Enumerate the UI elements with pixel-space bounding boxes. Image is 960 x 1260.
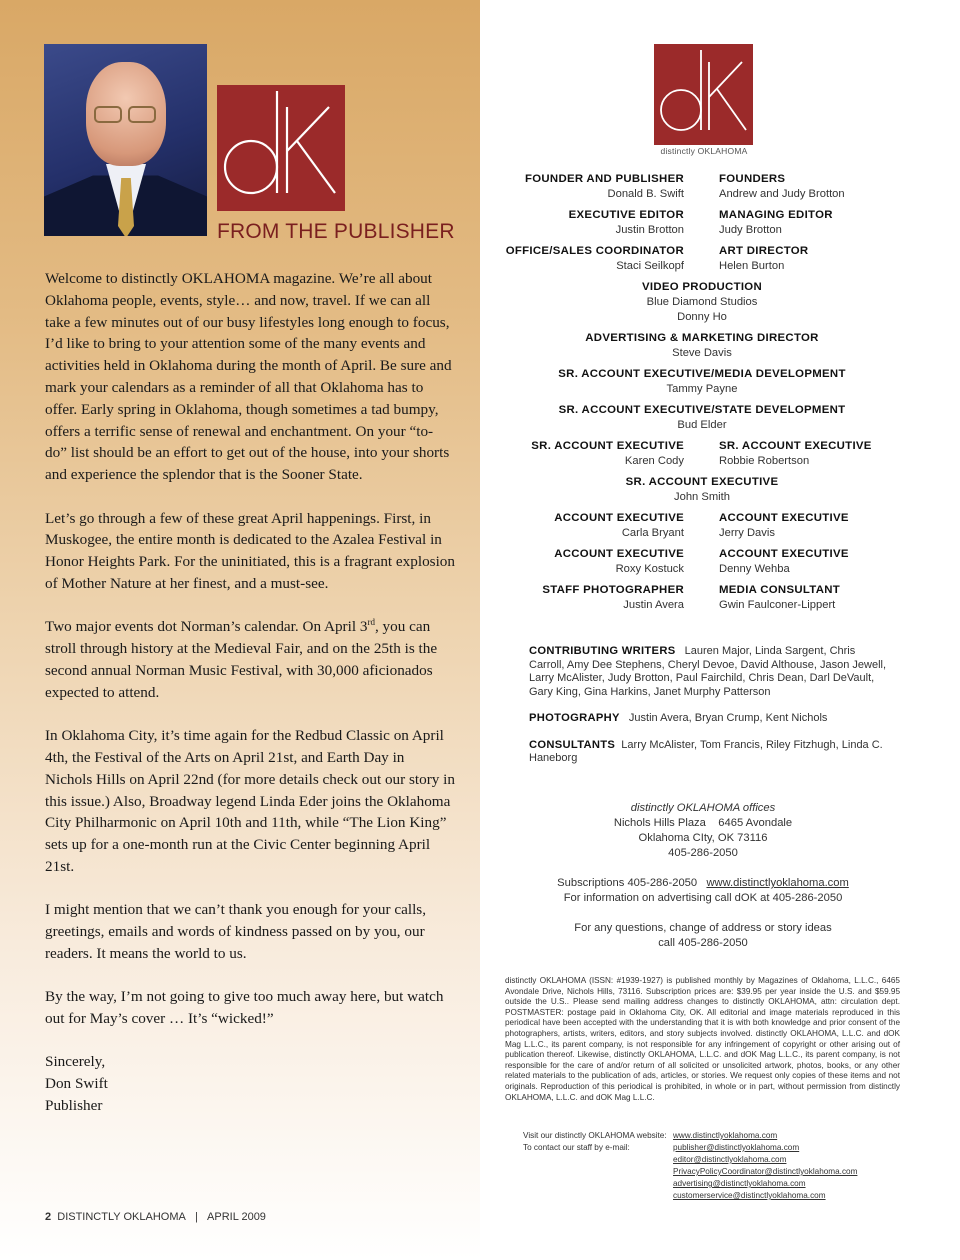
masthead-center-block: [480, 331, 924, 361]
section-title: FROM THE PUBLISHER: [217, 220, 455, 243]
email-link[interactable]: editor@distinctlyoklahoma.com: [673, 1155, 787, 1164]
questions-line: For any questions, change of address or story ideas: [574, 922, 832, 934]
masthead: [480, 172, 960, 619]
masthead-name: Donny Ho: [677, 311, 727, 323]
masthead-title: FOUNDERS: [719, 173, 786, 185]
masthead-title: FOUNDER AND PUBLISHER: [524, 173, 684, 185]
letter-paragraph: Welcome to distinctly OKLAHOMA magazine. We’re all about Oklahoma people, events, style… and now, travel. If we can all take a few minutes out of our busy lifestyles long enough to focus, I’d like to bring to your attention some of the many events and activities held in Oklahoma during the month of April. Be sure and mark your calendars as a reminder of all that Oklahoma has to offer. Early spring in Oklahoma, though sometimes a tad bumpy, offers a terrific sense of renewal and enchantment. On your “to-do” list should be an effort to get out of the house, into your shorts and experience the splendor that is the Sooner State.: [45, 270, 452, 484]
credit-consultants: [529, 739, 889, 766]
contact-label: Visit our distinctly OKLAHOMA website:: [523, 1131, 667, 1140]
email-link[interactable]: advertising@distinctlyoklahoma.com: [673, 1179, 806, 1188]
letter-superscript: rd: [367, 617, 375, 628]
masthead-title: MANAGING EDITOR: [719, 209, 833, 221]
questions-phone: call 405-286-2050: [658, 937, 748, 949]
footer-separator: |: [194, 1211, 198, 1223]
letter-paragraph: [45, 616, 455, 703]
closing: Sincerely,: [45, 1053, 106, 1071]
masthead-row: [480, 547, 960, 577]
credit-title: CONTRIBUTING WRITERS: [529, 645, 676, 657]
masthead-title: OFFICE/SALES COORDINATOR: [505, 245, 684, 257]
masthead-title: EXECUTIVE EDITOR: [568, 209, 684, 221]
credit-photography: [529, 712, 889, 726]
contact-label: To contact our staff by e-mail:: [523, 1143, 630, 1152]
masthead-name: Gwin Faulconer-Lippert: [719, 599, 836, 611]
signature-title: Publisher: [45, 1097, 103, 1115]
masthead-name: Judy Brotton: [719, 224, 782, 236]
signature-name: Don Swift: [45, 1075, 108, 1093]
photo-glasses: [94, 106, 156, 120]
legal-notice: distinctly OKLAHOMA (ISSN: #1939-1927) is published monthly by Magazines of Oklahoma, L.L.C., 6465 Avondale Drive, Nichols Hills, 73116. Subscription prices are: $39.95 per year inside the U.S. and $59.95 outside the U.S.. Please send mailing address changes to distinctly OKLAHOMA, attn: circulation dept. POSTMASTER: postage paid in Oklahoma City, OK. All editorial and image materials reproduced in this periodical have been accepted with the understanding that it is with both knowledge and prior consent of the photographers, artists, writers, editors, and story subjects involved. distinctly OKLAHOMA, L.L.C. and dOK Mag L.L.C., its parent company, is not responsible for any infringement of copyright or other arising out of publication thereof. Likewise, distinctly OKLAHOMA, L.L.C. and dOK Mag L.L.C., its parent company, is not responsible for the care of and/or return of all solicited or unsolicited artwork, photos, books, or any other related materials to the publication of ads, articles, or stories. We request only copies of these items and not originals. Reproduction of this periodical is prohibited, in whole or in part, without permission from distinctly OKLAHOMA, L.L.C. and dOK Mag L.L.C.: [505, 976, 900, 1102]
masthead-title: SR. ACCOUNT EXECUTIVE: [625, 476, 779, 488]
masthead-name: Donald B. Swift: [607, 188, 684, 200]
masthead-name: Justin Avera: [623, 599, 684, 611]
email-link[interactable]: PrivacyPolicyCoordinator@distinctlyoklahoma.com: [673, 1167, 858, 1176]
contact-row: [523, 1130, 857, 1142]
masthead-title: ACCOUNT EXECUTIVE: [554, 512, 684, 524]
website-link[interactable]: www.distinctlyoklahoma.com: [673, 1131, 778, 1140]
offices-heading: distinctly OKLAHOMA offices: [630, 802, 776, 814]
offices-info: [480, 801, 926, 951]
ok-logo-masthead: [654, 44, 753, 145]
masthead-center-block: [480, 367, 924, 397]
email-link[interactable]: publisher@distinctlyoklahoma.com: [673, 1143, 800, 1152]
credit-names: Larry McAlister, Tom Francis, Riley Fitzhugh, Linda C. Haneborg: [529, 738, 883, 764]
masthead-name: Bud Elder: [677, 419, 727, 431]
masthead-title: ACCOUNT EXECUTIVE: [554, 548, 684, 560]
footer-issue: APRIL 2009: [207, 1211, 266, 1223]
masthead-title: SR. ACCOUNT EXECUTIVE: [531, 440, 684, 452]
masthead-row: [480, 208, 960, 238]
masthead-name: Denny Wehba: [719, 563, 790, 575]
masthead-row: [480, 244, 960, 274]
credit-writers: [529, 645, 889, 699]
page-number: 2: [45, 1211, 52, 1223]
masthead-name: John Smith: [674, 491, 730, 503]
contact-row: [523, 1154, 857, 1166]
offices-city: Oklahoma CIty, OK 73116: [638, 832, 768, 844]
masthead-title: SR. ACCOUNT EXECUTIVE/STATE DEVELOPMENT: [558, 404, 846, 416]
masthead-row: [480, 583, 960, 613]
masthead-title: ADVERTISING & MARKETING DIRECTOR: [585, 332, 819, 344]
publisher-letter: [45, 268, 455, 1117]
masthead-title: VIDEO PRODUCTION: [642, 281, 762, 293]
masthead-row: [480, 439, 960, 469]
masthead-title: ACCOUNT EXECUTIVE: [719, 512, 849, 524]
masthead-name: Jerry Davis: [719, 527, 775, 539]
contact-block: [523, 1130, 857, 1202]
letter-paragraph: I might mention that we can’t thank you enough for your calls, greetings, emails and words of kindness passed on by you, our readers. It means the world to us.: [45, 901, 427, 962]
subscriptions-label: Subscriptions 405-286-2050: [557, 877, 698, 889]
masthead-name: Carla Bryant: [621, 527, 684, 539]
letter-paragraph: Let’s go through a few of these great April happenings. First, in Muskogee, the entire month is dedicated to the Azalea Festival in Honor Heights Park. For the uninitiated, this is a fragrant explosion of Mother Nature at her finest, and a must-see.: [45, 509, 455, 592]
masthead-title: ACCOUNT EXECUTIVE: [719, 548, 849, 560]
masthead-name: Justin Brotton: [615, 224, 684, 236]
masthead-name: Andrew and Judy Brotton: [719, 188, 845, 200]
publisher-photo: [44, 44, 207, 236]
masthead-name: Roxy Kostuck: [615, 563, 684, 575]
masthead-name: Staci Seilkopf: [616, 260, 684, 272]
masthead-row: [480, 172, 960, 202]
contact-row: [523, 1142, 857, 1154]
credit-names: Justin Avera, Bryan Crump, Kent Nichols: [628, 712, 828, 724]
credit-title: PHOTOGRAPHY: [529, 712, 620, 724]
letter-paragraph: By the way, I’m not going to give too much away here, but watch out for May’s cover … It’s “wicked!”: [45, 988, 444, 1028]
email-link[interactable]: customerservice@distinctlyoklahoma.com: [673, 1191, 826, 1200]
masthead-center-block: [480, 475, 924, 505]
logo-tagline: distinctly OKLAHOMA: [660, 146, 748, 156]
credit-names: Lauren Major, Linda Sargent, Chris Carroll, Amy Dee Stephens, Cheryl Devoe, David Althouse, Jason Jewell, Larry McAlister, Judy Brotton, Paul Fairchild, Chris Dean, Darl DeVault, Gary King, Gina Harkins, Janet Murphy Patterson: [529, 645, 887, 698]
masthead-name: Karen Cody: [624, 455, 684, 467]
masthead-center-block: [480, 280, 924, 325]
masthead-title: SR. ACCOUNT EXECUTIVE/MEDIA DEVELOPMENT: [558, 368, 846, 380]
masthead-center-block: [480, 403, 924, 433]
credit-title: CONSULTANTS: [529, 738, 616, 751]
credits: [529, 645, 889, 779]
masthead-title: ART DIRECTOR: [719, 245, 809, 257]
offices-phone: 405-286-2050: [668, 847, 738, 859]
masthead-row: [480, 511, 960, 541]
masthead-name: Robbie Robertson: [719, 455, 810, 467]
masthead-title: SR. ACCOUNT EXECUTIVE: [719, 440, 872, 452]
advertising-info: For information on advertising call dOK at 405-286-2050: [563, 892, 843, 904]
subscriptions-line: [480, 876, 926, 891]
ok-logo-glyph: [217, 85, 345, 211]
contact-row: [523, 1190, 857, 1202]
letter-paragraph: In Oklahoma City, it’s time again for the Redbud Classic on April 4th, the Festival of the Arts on April 21st, and Earth Day in Nichols Hills on April 22nd (for more details check out our story in this issue.) Also, Broadway legend Linda Eder joins the Oklahoma City Philharmonic on April 10th and 11th, while “The Lion King” sets up for a one-month run at the Civic Center beginning April 21st.: [45, 727, 455, 875]
footer-magazine: DISTINCTLY OKLAHOMA: [57, 1211, 186, 1223]
offices-address: Nichols Hills Plaza 6465 Avondale: [613, 817, 793, 829]
masthead-title: MEDIA CONSULTANT: [719, 584, 841, 596]
contact-row: [523, 1178, 857, 1190]
masthead-title: STAFF PHOTOGRAPHER: [542, 584, 684, 596]
signature-block: [45, 1051, 455, 1116]
masthead-name: Blue Diamond Studios: [646, 296, 758, 308]
masthead-name: Helen Burton: [719, 260, 785, 272]
masthead-name: Steve Davis: [672, 347, 732, 359]
letter-text: , you can stroll through history at the Medieval Fair, and on the 25th is the second annual Norman Music Festival, with 30,000 aficionados expected to attend.: [45, 618, 438, 701]
letter-text: Two major events dot Norman’s calendar. On April 3: [45, 618, 368, 636]
page-footer: [45, 1211, 266, 1223]
contact-row: [523, 1166, 857, 1178]
ok-logo: [217, 85, 345, 211]
subscriptions-link[interactable]: www.distinctlyoklahoma.com: [706, 877, 849, 889]
ok-logo-glyph: [654, 44, 753, 145]
masthead-name: Tammy Payne: [666, 383, 738, 395]
